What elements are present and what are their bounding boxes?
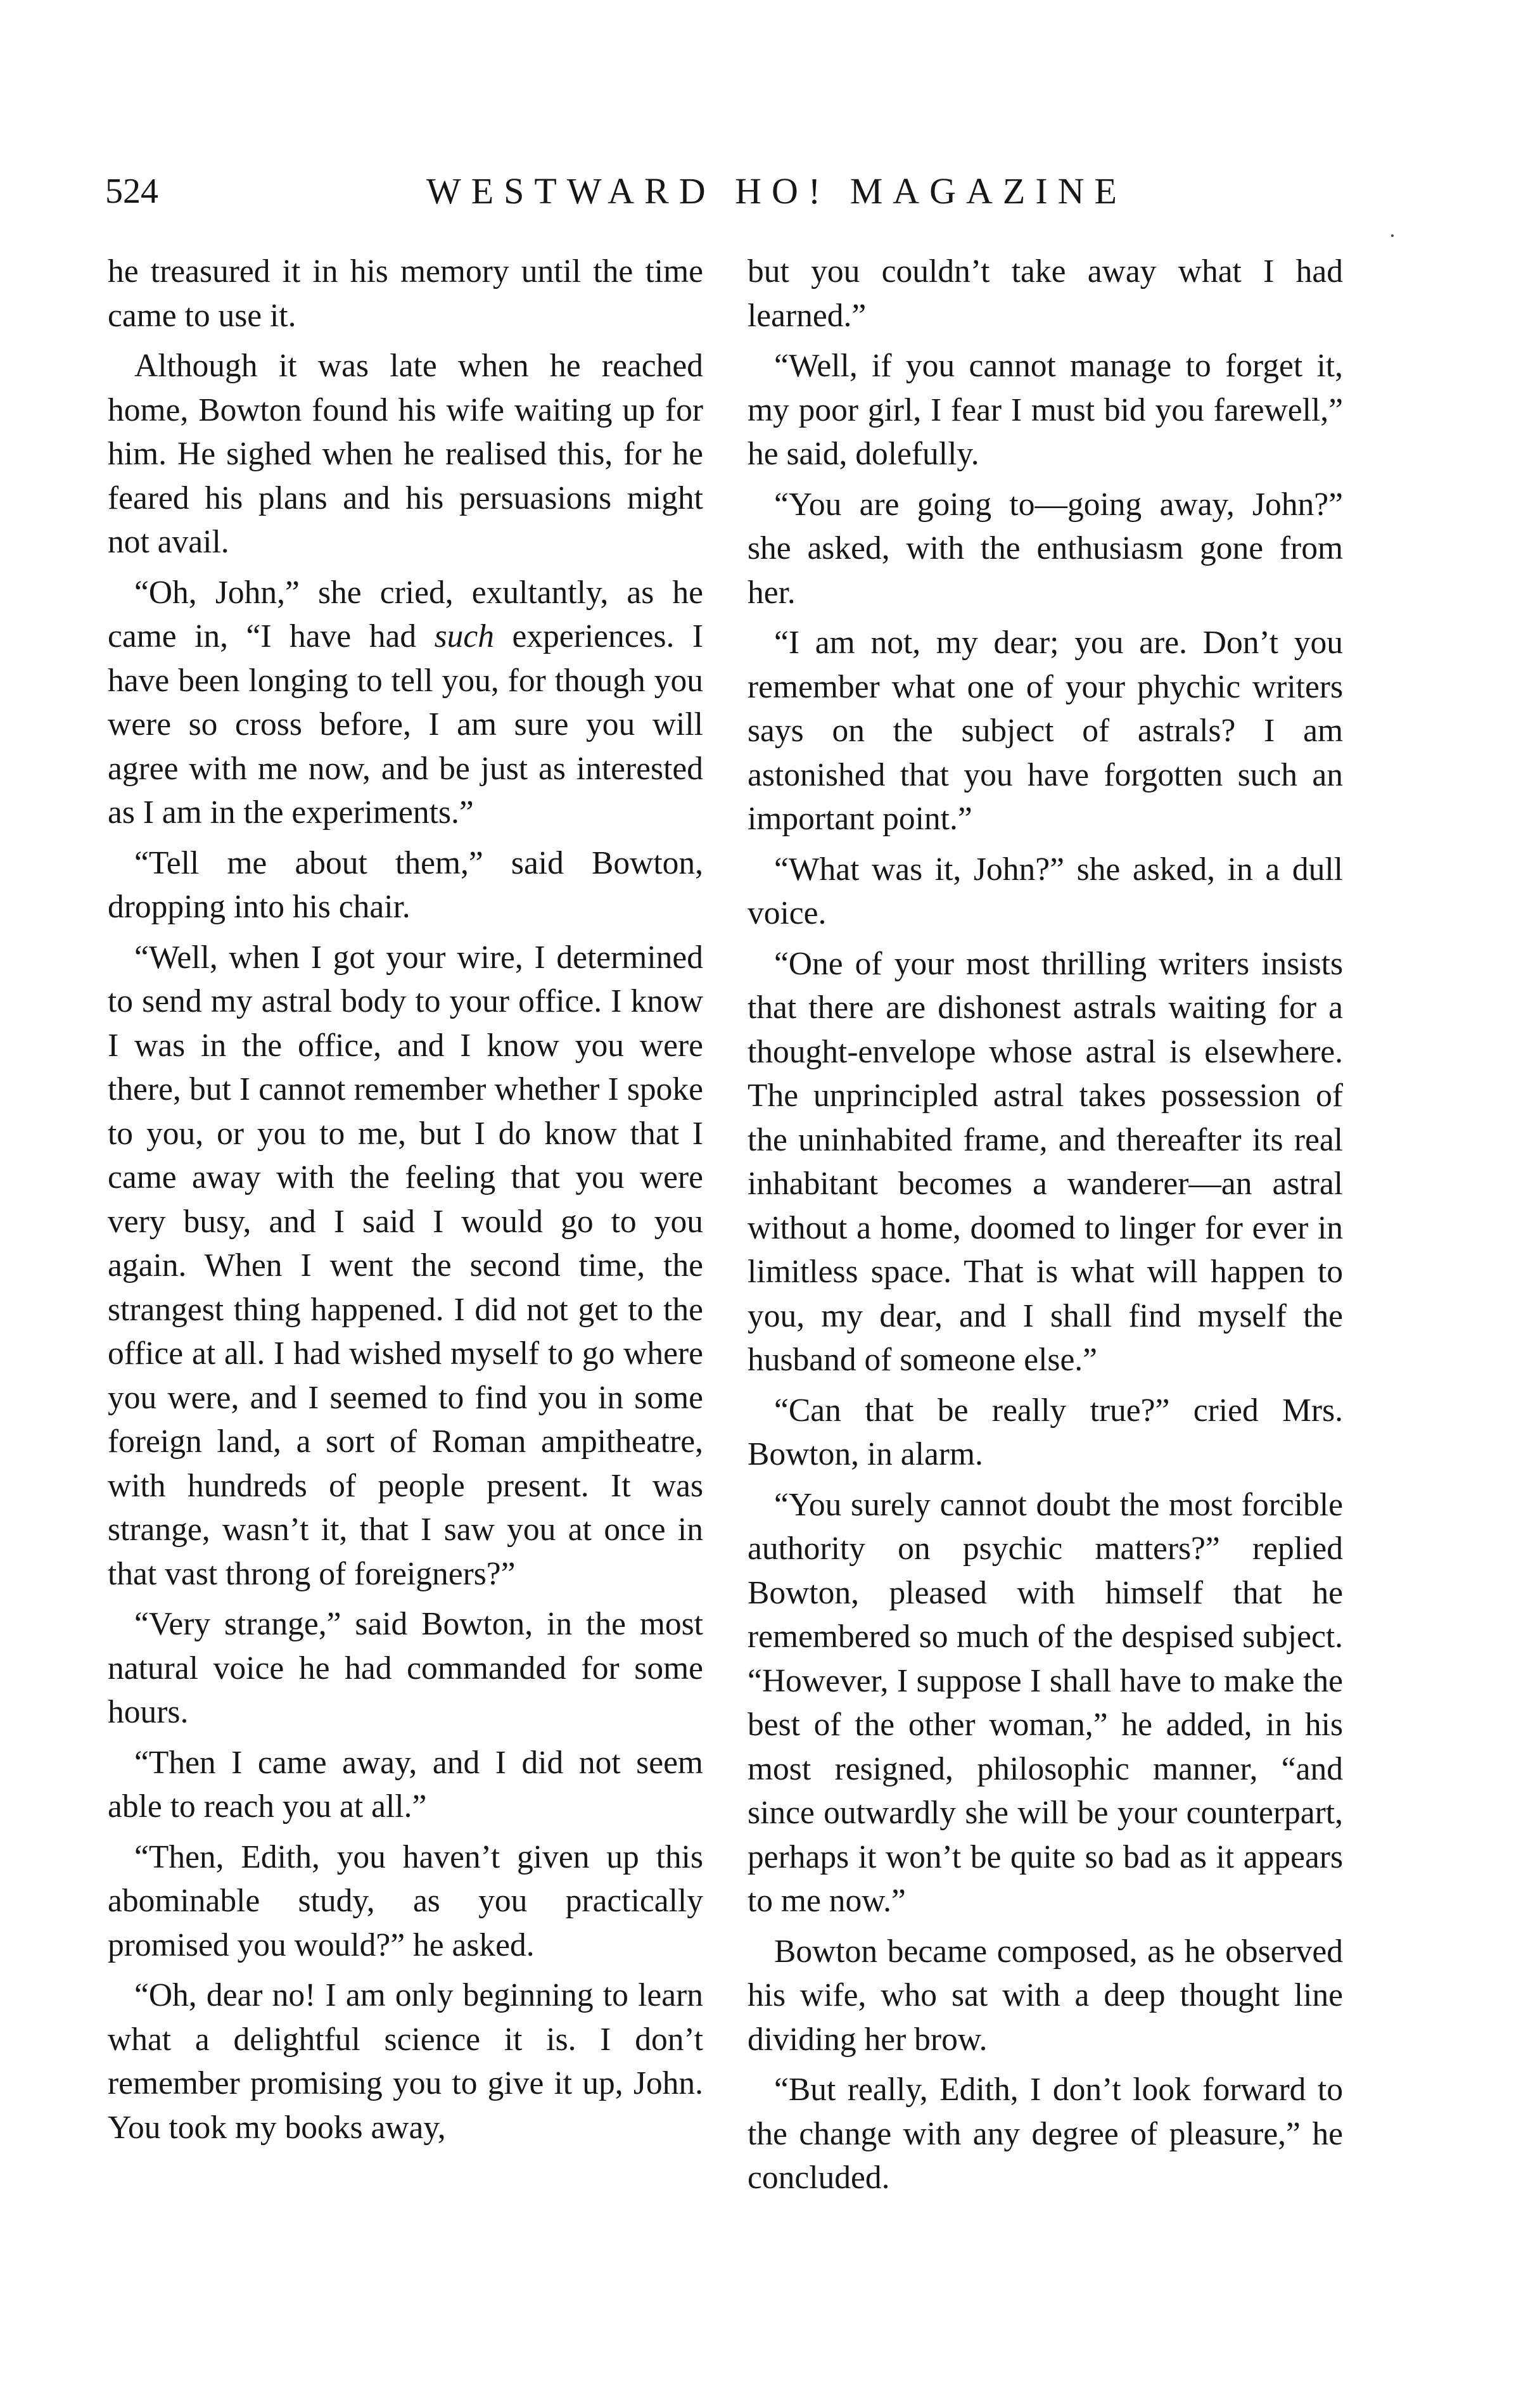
paragraph: “You surely cannot doubt the most forcible authority on psychic matters?” replied Bowton, pleased with himself that he remembered so much of the despised subject. “However, I suppose I shall have to make the best of the other woman,” he added, in his most resigned, philosophic manner, “and since outwardly she will be your counterpart, perhaps it won’t be quite so bad as it appears to me now.” (748, 1486, 1343, 1919)
paragraph: “Then, Edith, you haven’t given up this abominable study, as you practically promised you would?” he asked. (108, 1838, 703, 1963)
paragraph: Although it was late when he reached home, Bowton found his wife waiting up for him. He sighed when he realised this, for he feared his plans and his persuasions might not avail. (108, 348, 703, 560)
paragraph: “Oh, dear no! I am only beginning to learn what a delightful science it is. I don’t remember promising you to give it up, John. You took my books away, (108, 1977, 703, 2146)
page-number: 524 (105, 172, 158, 211)
paragraph: “Well, if you cannot manage to forget it, my poor girl, I fear I must bid you farewell,” he said, dolefully. (748, 348, 1343, 472)
paragraph: “I am not, my dear; you are. Don’t you remember what one of your phychic writers says on the subject of astrals? I am astonished that you have forgotten such an important point.” (748, 625, 1343, 837)
paragraph: “What was it, John?” she asked, in a dull voice. (748, 851, 1343, 931)
paragraph: “You are going to—going away, John?” she asked, with the enthusiasm gone from her. (748, 486, 1343, 611)
right-column (748, 250, 1343, 2200)
paragraph-text: “Oh, John,” she cried, exultantly, as he came in, “I have had (108, 574, 703, 654)
paragraph (108, 571, 703, 835)
left-column (108, 250, 703, 2156)
paragraph: “Then I came away, and I did not seem able to reach you at all.” (108, 1744, 703, 1825)
paragraph: “But really, Edith, I don’t look forward to the change with any degree of pleasure,” he concluded. (748, 2072, 1343, 2196)
paragraph-text: experiences. I have been longing to tell you, for though you were so cross before, I am sure you will agree with me now, and be just as interested as I am in the experiments.” (108, 618, 703, 831)
paragraph: “One of your most thrilling writers insists that there are dishonest astrals waiting for a thought-envelope whose astral is elsewhere. The unprincipled astral takes possession of the uninhabited frame, and thereafter its real inhabitant becomes a wanderer—an astral without a home, doomed to linger for ever in limitless space. That is what will happen to you, my dear, and I shall find myself the husband of someone else.” (748, 945, 1343, 1378)
paragraph: but you couldn’t take away what I had learned.” (748, 253, 1343, 334)
paragraph: “Very strange,” said Bowton, in the most natural voice he had commanded for some hours. (108, 1606, 703, 1730)
page-header (105, 166, 1347, 217)
paragraph: Bowton became composed, as he observed his wife, who sat with a deep thought line dividing her brow. (748, 1933, 1343, 2058)
ink-speck (1391, 234, 1394, 237)
paragraph: he treasured it in his memory until the time came to use it. (108, 253, 703, 334)
emphasis-text: such (434, 618, 494, 654)
paragraph: “Can that be really true?” cried Mrs. Bowton, in alarm. (748, 1392, 1343, 1472)
paragraph: “Tell me about them,” said Bowton, dropping into his chair. (108, 844, 703, 925)
paragraph: “Well, when I got your wire, I determined to send my astral body to your office. I know I was in the office, and I know you were there, but I cannot remember whether I spoke to you, or you to me, but I do know that I came away with the feeling that you were very busy, and I said I would go to you again. When I went the second time, the strangest thing happened. I did not get to the office at all. I had wished myself to go where you were, and I seemed to find you in some foreign land, a sort of Roman ampitheatre, with hundreds of people present. It was strange, wasn’t it, that I saw you at once in that vast throng of foreigners?” (108, 939, 703, 1592)
running-title: WESTWARD HO! MAGAZINE (426, 170, 1127, 212)
